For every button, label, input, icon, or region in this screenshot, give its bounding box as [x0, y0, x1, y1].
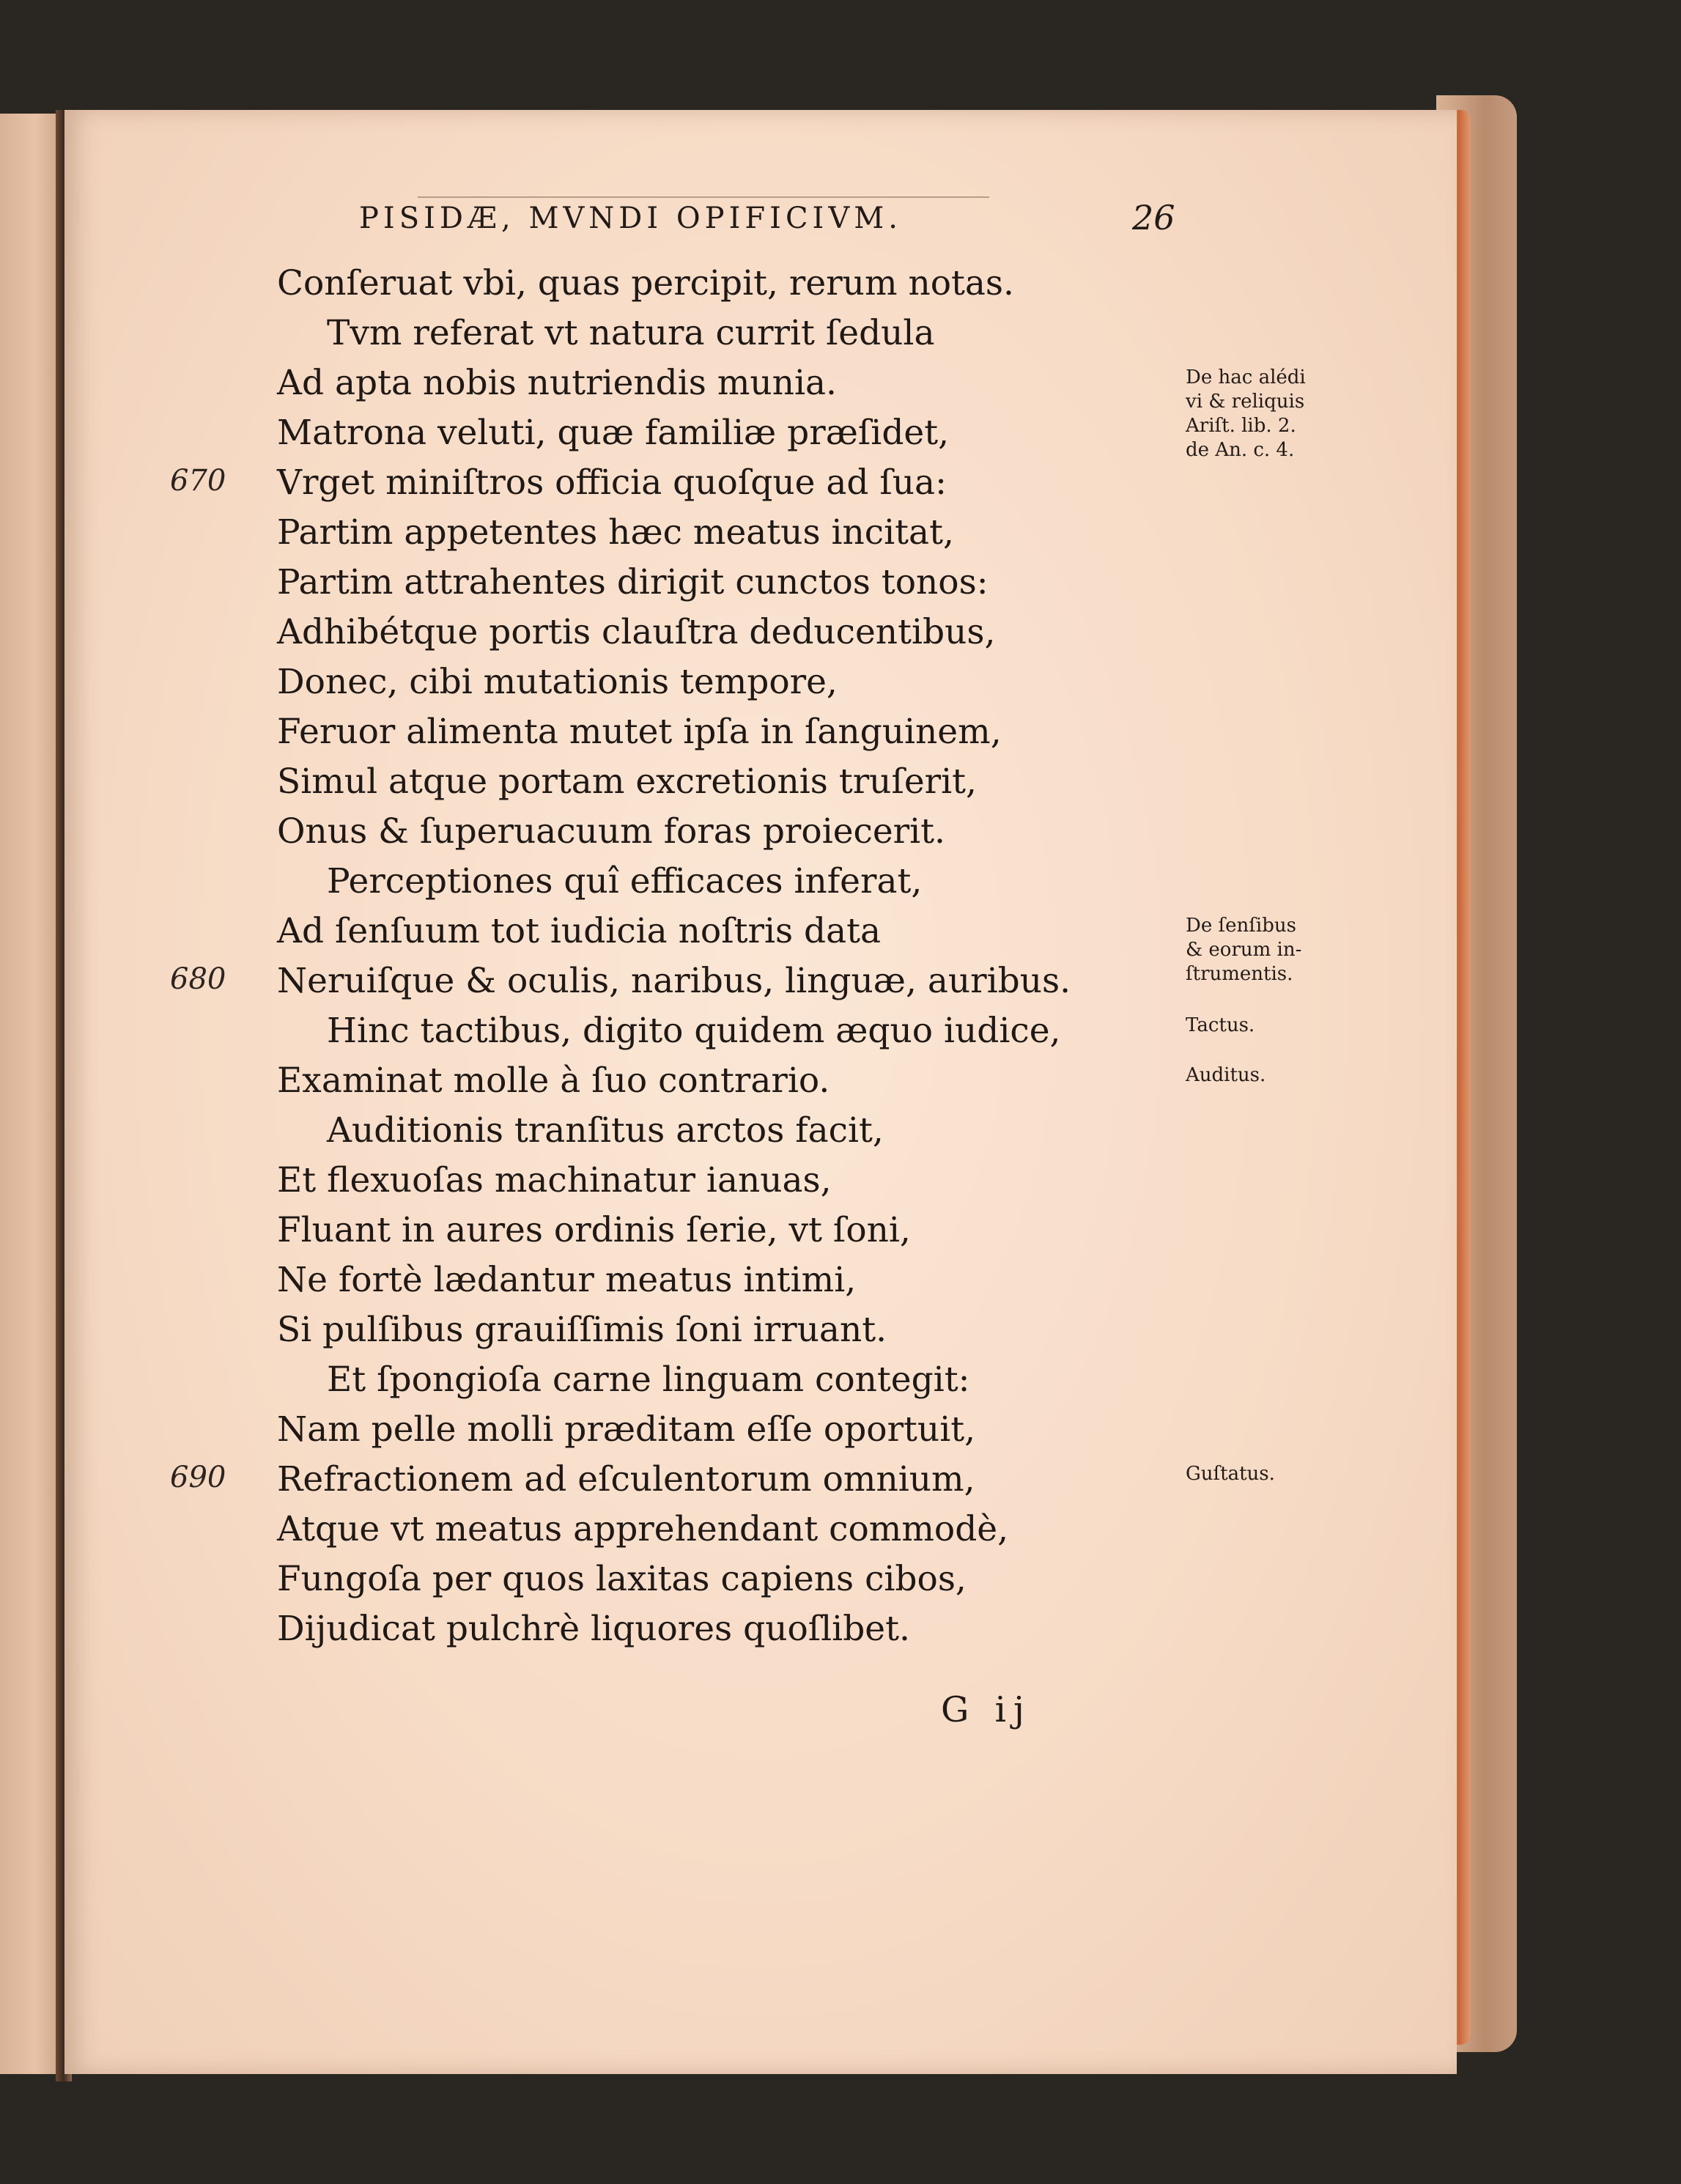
marginal-note	[1186, 1014, 1255, 1038]
signature-mark: G ij	[941, 1689, 1032, 1730]
verse-line: Nam pelle molli præditam eſſe oportuit,	[277, 1409, 976, 1450]
verse-text	[277, 259, 1200, 1654]
verse-line: Hinc tactibus, digito quidem æquo iudice,	[327, 1011, 1061, 1051]
marginal-note-line: De hac alédi	[1186, 366, 1306, 388]
verse-line: Ne fortè lædantur meatus intimi,	[277, 1260, 857, 1300]
marginal-note-line: Auditus.	[1186, 1064, 1266, 1086]
verse-line: Ad ſenſuum tot iudicia noſtris data	[277, 911, 882, 951]
marginal-note-line: vi & reliquis	[1186, 391, 1305, 413]
line-number: 690	[170, 1461, 226, 1494]
verse-line: Fungoſa per quos laxitas capiens cibos,	[277, 1559, 967, 1599]
marginal-note	[1186, 914, 1301, 986]
verse-line: Partim attrahentes dirigit cunctos tonos:	[277, 562, 989, 602]
verse-line: Si pulſibus grauiſſimis ſoni irruant.	[277, 1310, 887, 1350]
marginal-note-line: Ariſt. lib. 2.	[1186, 415, 1296, 437]
marginal-note	[1186, 1462, 1275, 1486]
line-number: 670	[170, 464, 226, 498]
verse-line: Adhibétque portis clauſtra deducentibus,	[277, 612, 996, 652]
line-number: 680	[170, 962, 226, 996]
verse-line: Et ſpongioſa carne linguam contegit:	[327, 1360, 970, 1400]
marginal-note-line: Guſtatus.	[1186, 1463, 1275, 1485]
verse-line: Auditionis tranſitus arctos facit,	[327, 1110, 884, 1151]
page-number: 26	[1132, 198, 1175, 237]
verse-line: Atque vt meatus apprehendant commodè,	[277, 1509, 1009, 1549]
verse-line: Tvm referat vt natura currit ſedula	[327, 313, 935, 353]
marginal-note-line: De ſenſibus	[1186, 915, 1296, 937]
verse-line: Refractionem ad eſculentorum omnium,	[277, 1459, 975, 1499]
verse-line: Partim appetentes hæc meatus incitat,	[277, 512, 954, 553]
verse-line: Ad apta nobis nutriendis munia.	[277, 363, 837, 403]
verse-line: Examinat molle à ſuo contrario.	[277, 1060, 830, 1101]
left-page-edge	[0, 114, 64, 2074]
verse-line: Neruiſque & oculis, naribus, linguæ, auribus.	[277, 961, 1071, 1001]
verse-line: Feruor alimenta mutet ipſa in ſanguinem,	[277, 712, 1002, 752]
verse-line: Conſeruat vbi, quas percipit, rerum notas.	[277, 263, 1014, 303]
marginal-note-line: & eorum in-	[1186, 939, 1302, 961]
running-title: PISIDÆ, MVNDI OPIFICIVM.	[359, 202, 902, 235]
marginal-note	[1186, 366, 1306, 462]
marginal-note	[1186, 1063, 1266, 1088]
verse-line: Dijudicat pulchrè liquores quoſlibet.	[277, 1609, 910, 1649]
header-rule	[418, 196, 989, 198]
marginal-note-line: ſtrumentis.	[1186, 963, 1293, 985]
marginal-note-line: Tactus.	[1186, 1014, 1255, 1036]
verse-line: Matrona veluti, quæ familiæ præſidet,	[277, 413, 950, 453]
verse-line: Et flexuoſas machinatur ianuas,	[277, 1160, 832, 1200]
verse-line: Onus & ſuperuacuum foras proiecerit.	[277, 811, 946, 852]
verse-line: Simul atque portam excretionis truſerit,	[277, 761, 977, 802]
verse-line: Donec, cibi mutationis tempore,	[277, 662, 838, 702]
marginal-note-line: de An. c. 4.	[1186, 439, 1295, 461]
verse-line: Fluant in aures ordinis ſerie, vt ſoni,	[277, 1210, 911, 1250]
verse-line: Perceptiones quî efficaces inferat,	[327, 861, 923, 901]
verse-line: Vrget miniſtros officia quoſque ad ſua:	[277, 462, 947, 503]
